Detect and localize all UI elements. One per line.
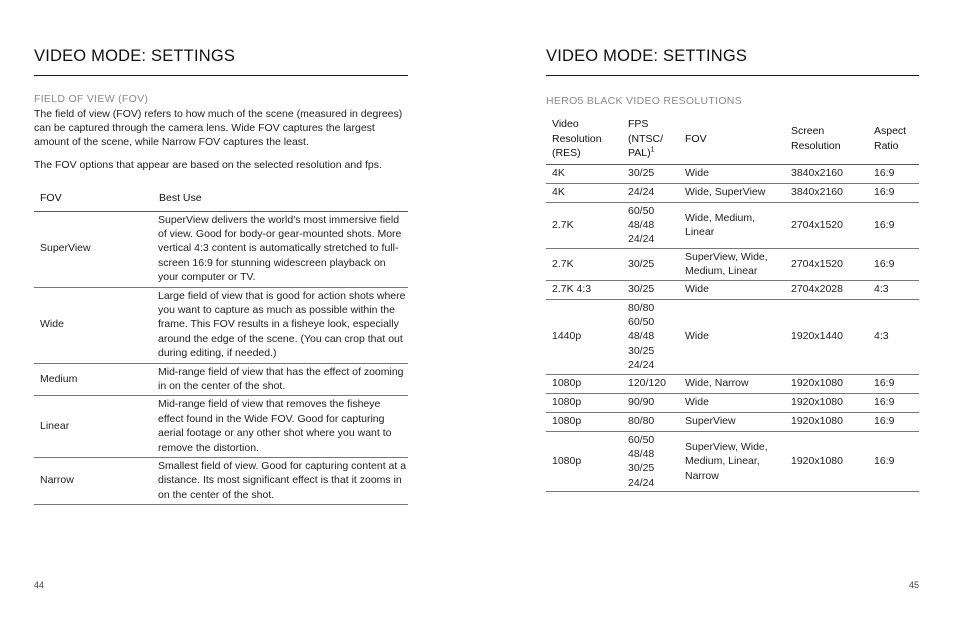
resolution-cell: 2.7K: [546, 248, 622, 280]
section-heading-fov: FIELD OF VIEW (FOV): [34, 93, 149, 105]
fov-cell: Wide, Narrow: [679, 374, 785, 393]
table-row: [546, 183, 919, 202]
column-header-aspect-ratio: Aspect Ratio: [868, 114, 919, 164]
aspect-ratio-cell: 16:9: [868, 183, 919, 202]
best-use-cell: Smallest field of view. Good for capturing content at a distance. Its most significant effect is that it zooms in on the center of the shot.: [153, 458, 408, 505]
resolution-cell: 1440p: [546, 299, 622, 374]
table-row: [546, 248, 919, 280]
table-row: [546, 412, 919, 431]
aspect-ratio-cell: 16:9: [868, 393, 919, 412]
fov-cell: Wide: [679, 164, 785, 183]
aspect-ratio-cell: 16:9: [868, 202, 919, 248]
fps-cell: 80/80 60/50 48/48 30/25 24/24: [622, 299, 679, 374]
table-row: [546, 431, 919, 492]
fov-name-cell: Medium: [34, 363, 153, 396]
fov-cell: SuperView, Wide, Medium, Linear: [679, 248, 785, 280]
fov-cell: SuperView: [679, 412, 785, 431]
page-number: 45: [908, 580, 919, 590]
best-use-cell: SuperView delivers the world's most immersive field of view. Good for body-or gear-mounted shots. More vertical 4:3 content is automatically stretched to full-screen 16:9 for stunning widescreen playback on your computer or TV.: [153, 211, 408, 287]
resolution-cell: 1080p: [546, 393, 622, 412]
fps-cell: 60/50 48/48 30/25 24/24: [622, 431, 679, 492]
screen-resolution-cell: 2704x2028: [785, 280, 868, 299]
table-row: [34, 458, 408, 505]
fps-cell: 30/25: [622, 280, 679, 299]
fps-cell: 30/25: [622, 248, 679, 280]
resolution-cell: 4K: [546, 183, 622, 202]
table-row: [546, 393, 919, 412]
fov-cell: Wide, Medium, Linear: [679, 202, 785, 248]
fov-cell: SuperView, Wide, Medium, Linear, Narrow: [679, 431, 785, 492]
fov-name-cell: SuperView: [34, 211, 153, 287]
fps-cell: 80/80: [622, 412, 679, 431]
screen-resolution-cell: 3840x2160: [785, 183, 868, 202]
screen-resolution-cell: 1920x1080: [785, 374, 868, 393]
column-header-fov: FOV: [679, 114, 785, 164]
aspect-ratio-cell: 16:9: [868, 248, 919, 280]
resolutions-table: [546, 114, 919, 492]
table-row: [546, 374, 919, 393]
resolution-cell: 1080p: [546, 412, 622, 431]
page-title: VIDEO MODE: SETTINGS: [34, 47, 236, 65]
fov-cell: Wide: [679, 280, 785, 299]
fps-cell: 120/120: [622, 374, 679, 393]
page-title: VIDEO MODE: SETTINGS: [546, 47, 748, 65]
page-number: 44: [34, 580, 45, 590]
fps-cell: 30/25: [622, 164, 679, 183]
resolution-cell: 2.7K 4:3: [546, 280, 622, 299]
table-row: [546, 280, 919, 299]
title-divider: [34, 75, 408, 76]
title-divider: [546, 75, 919, 76]
left-page: [34, 0, 408, 618]
table-header-row: [546, 114, 919, 164]
right-page: [546, 0, 919, 618]
fov-name-cell: Wide: [34, 287, 153, 363]
footnote-marker: 1: [650, 146, 655, 154]
fov-cell: Wide: [679, 393, 785, 412]
fps-cell: 90/90: [622, 393, 679, 412]
resolution-cell: 1080p: [546, 374, 622, 393]
aspect-ratio-cell: 16:9: [868, 164, 919, 183]
column-header-fov: FOV: [34, 185, 153, 211]
screen-resolution-cell: 2704x1520: [785, 202, 868, 248]
resolution-cell: 1080p: [546, 431, 622, 492]
column-header-resolution: Video Resolution (RES): [546, 114, 622, 164]
fps-cell: 24/24: [622, 183, 679, 202]
table-row: [546, 299, 919, 374]
table-row: [34, 363, 408, 396]
resolution-cell: 2.7K: [546, 202, 622, 248]
table-header-row: [34, 185, 408, 211]
column-header-screen-resolution: Screen Resolution: [785, 114, 868, 164]
table-row: [546, 164, 919, 183]
best-use-cell: Mid-range field of view that has the effect of zooming in on the center of the shot.: [153, 363, 408, 396]
fov-table: [34, 185, 408, 505]
column-header-best-use: Best Use: [153, 185, 408, 211]
table-row: [34, 396, 408, 458]
aspect-ratio-cell: 16:9: [868, 374, 919, 393]
aspect-ratio-cell: 16:9: [868, 431, 919, 492]
table-row: [34, 287, 408, 363]
screen-resolution-cell: 2704x1520: [785, 248, 868, 280]
fov-cell: Wide: [679, 299, 785, 374]
fps-cell: 60/50 48/48 24/24: [622, 202, 679, 248]
fov-intro-paragraph: The field of view (FOV) refers to how much of the scene (measured in degrees) can be captured through the camera lens. Wide FOV captures the largest amount of the scene, while Narrow FOV captures the least.: [34, 108, 403, 148]
fov-name-cell: Linear: [34, 396, 153, 458]
screen-resolution-cell: 3840x2160: [785, 164, 868, 183]
table-row: [34, 211, 408, 287]
resolution-cell: 4K: [546, 164, 622, 183]
fov-name-cell: Narrow: [34, 458, 153, 505]
fps-header-text: FPS (NTSC/ PAL): [628, 118, 663, 159]
aspect-ratio-cell: 4:3: [868, 299, 919, 374]
fov-cell: Wide, SuperView: [679, 183, 785, 202]
best-use-cell: Large field of view that is good for action shots where you want to capture as much as possible within the frame. This FOV results in a fisheye look, especially around the edge of the scene. (You can crop that out during editing, if needed.): [153, 287, 408, 363]
fov-options-paragraph: The FOV options that appear are based on the selected resolution and fps.: [34, 159, 382, 171]
table-row: [546, 202, 919, 248]
aspect-ratio-cell: 4:3: [868, 280, 919, 299]
screen-resolution-cell: 1920x1440: [785, 299, 868, 374]
screen-resolution-cell: 1920x1080: [785, 431, 868, 492]
section-heading-resolutions: HERO5 BLACK VIDEO RESOLUTIONS: [546, 95, 742, 107]
column-header-fps: [622, 114, 679, 164]
best-use-cell: Mid-range field of view that removes the fisheye effect found in the Wide FOV. Good for capturing aerial footage or any other shot where you want to remove the distortion.: [153, 396, 408, 458]
screen-resolution-cell: 1920x1080: [785, 393, 868, 412]
aspect-ratio-cell: 16:9: [868, 412, 919, 431]
screen-resolution-cell: 1920x1080: [785, 412, 868, 431]
